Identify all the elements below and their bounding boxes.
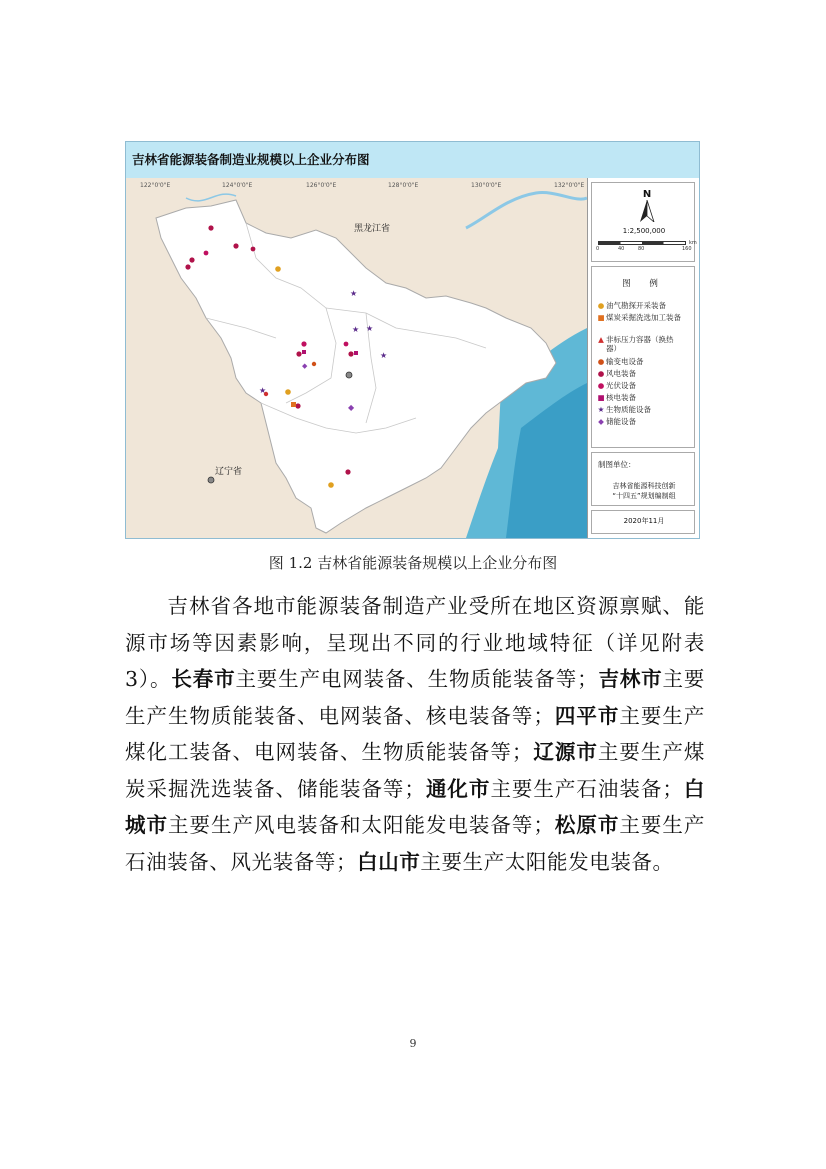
figure-caption: 图 1.2 吉林省能源装备规模以上企业分布图 [268,554,558,572]
text-run: 主要生产煤炭采掘洗选装备、储能装备等； [125,740,706,801]
power-transmission-icon: ● [597,357,605,366]
photovoltaic-icon: ● [597,381,605,390]
city-name: 辽源市 [533,740,598,764]
text-run: 主要生产太阳能发电装备。 [420,849,674,874]
text-run: 主要生产煤化工装备、电网装备、生物质能装备等； [125,703,705,764]
lon-tick: 126°0'0"E [306,182,337,189]
place-heilongjiang: 黑龙江省 [354,224,391,234]
maker-title: 制图单位： [598,460,636,469]
scale-box: N 1:2,500,000 0 40 80 160 km [591,182,695,262]
lon-tick: 130°0'0"E [471,182,502,189]
map-title: 吉林省能源装备制造业规模以上企业分布图 [126,142,699,178]
map-figure [125,141,700,539]
text-run: 主要生产生物质能装备、电网装备、核电装备等； [125,667,706,728]
text-run: 吉林省各地市能源装备制造产业受所在地区资源禀赋、能源市场等因素影响，呈现出不同的行业地域特征（详见附表 3）。 [125,594,705,691]
city-name: 吉林市 [598,667,663,691]
page-number: 9 [409,1037,417,1050]
svg-text:★: ★ [259,386,267,395]
svg-text:◆: ◆ [348,403,355,412]
maker-box [591,452,695,506]
map-area [126,178,587,538]
scale-ratio: 1:2,500,000 [622,227,666,235]
maker-line: 吉林省能源科技创新 [612,482,676,490]
svg-text:★: ★ [380,351,388,360]
city-name: 松原市 [554,813,620,837]
energy-storage-icon: ◆ [598,417,604,426]
svg-text:★: ★ [352,325,360,334]
pressure-vessel-icon: ▲ [598,335,604,344]
maker-line: “十四五”规划编制组 [612,492,676,500]
city-name: 通化市 [425,776,491,801]
legend-item: ★ 生物质能设备 [597,405,651,414]
nuclear-icon: ■ [597,393,605,402]
svg-text:◆: ◆ [302,362,308,370]
city-name: 白城市 [125,776,705,837]
body-paragraph [125,588,705,880]
north-arrow-icon: N [632,189,662,225]
date-box [591,510,695,534]
text-run: 主要生产电网装备、生物质能装备等； [235,667,599,691]
lon-tick: 132°0'0"E [554,182,585,189]
legend-item: ■核电装备 [597,393,636,402]
legend-item: ● 油气勘探开采装备 [597,301,666,310]
legend-item: ▲ 非标压力容器（换热器） [596,335,694,353]
svg-text:★: ★ [366,324,374,333]
legend-item: ● 风电装备 [597,369,636,378]
legend-item: ● 输变电设备 [597,357,644,366]
svg-text:★: ★ [350,289,358,298]
coal-icon: ■ [597,313,605,322]
city-name: 长春市 [171,667,236,691]
lon-tick: 122°0'0"E [140,182,171,189]
legend-item: ■煤炭采掘洗选加工装备 [597,313,681,322]
city-name: 白山市 [357,849,421,874]
text-run: 主要生产石油装备； [490,776,684,801]
legend-title: 图 例 [622,279,666,289]
legend-box [591,266,695,448]
lon-tick: 128°0'0"E [388,182,419,189]
legend-item: ◆ 储能设备 [596,417,636,426]
map-date: 2020年11月 [623,517,665,525]
wind-power-icon: ● [597,369,605,378]
biomass-icon: ★ [597,405,605,414]
legend-item: ● 光伏设备 [597,381,636,390]
text-run: 主要生产风电装备和太阳能发电装备等； [168,813,555,837]
text-run: 主要生产石油装备、风光装备等； [125,813,705,874]
scale-bar [598,241,686,245]
city-name: 四平市 [554,703,620,728]
map-side-panel [587,178,700,538]
place-liaoning: 辽宁省 [215,467,243,477]
oil-gas-icon: ● [597,301,605,310]
lon-tick: 124°0'0"E [222,182,253,189]
